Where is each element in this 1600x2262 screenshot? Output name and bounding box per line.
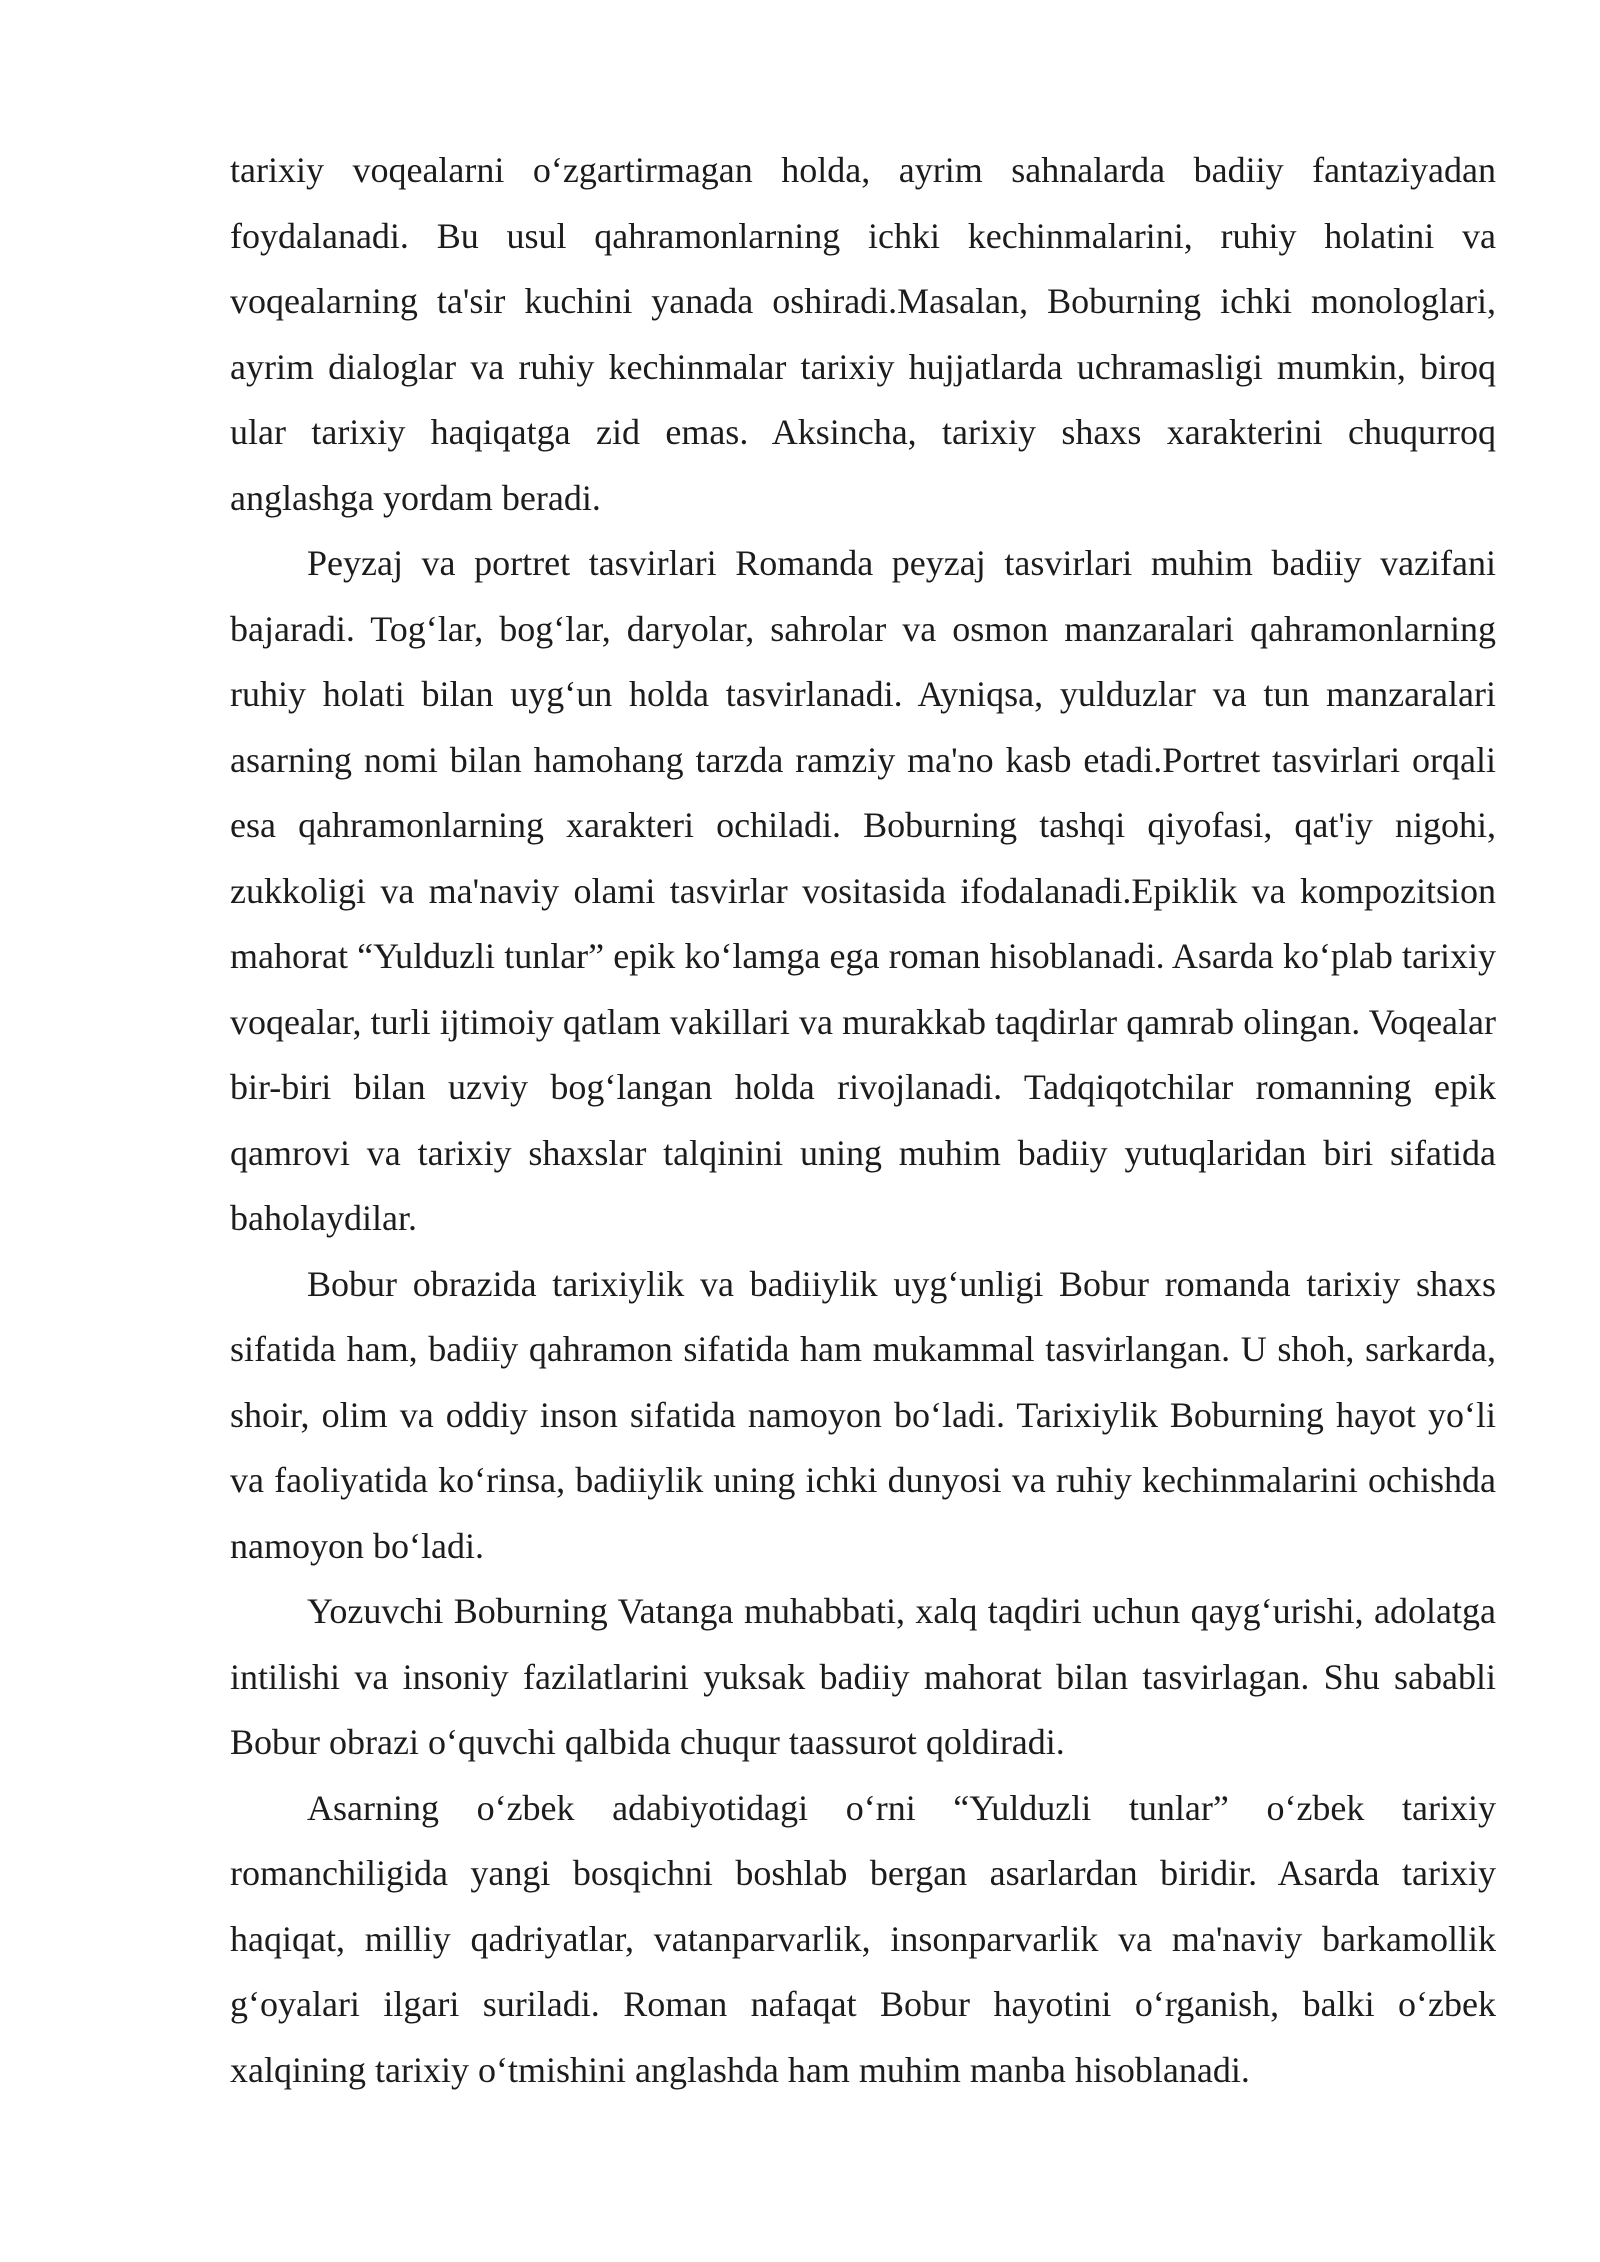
paragraph-3: Bobur obrazida tarixiylik va badiiylik uyg‘unligi Bobur romanda tarixiy shaxs sifatida ham, badiiy qahramon sifatida ham mukammal tasvirlangan. U shoh, sarkarda, shoir, olim va oddiy inson sifatida namoyon bo‘ladi. Tarixiylik Boburning hayot yo‘li va faoliyatida ko‘rinsa, badiiylik uning ichki dunyosi va ruhiy kechinmalarini ochishda namoyon bo‘ladi. <box>230 1263 1496 1566</box>
paragraph-1: tarixiy voqealarni o‘zgartirmagan holda, ayrim sahnalarda badiiy fantaziyadan foydalanadi. Bu usul qahramonlarning ichki kechinmalarini, ruhiy holatini va voqealarning ta'sir kuchini yanada oshiradi.Masalan, Boburning ichki monologlari, ayrim dialoglar va ruhiy kechinmalar tarixiy hujjatlarda uchramasligi mumkin, biroq ular tarixiy haqiqatga zid emas. Aksincha, tarixiy shaxs xarakterini chuqurroq anglashga yordam beradi. <box>230 150 1496 518</box>
paragraph-4: Yozuvchi Boburning Vatanga muhabbati, xalq taqdiri uchun qayg‘urishi, adolatga intilishi va insoniy fazilatlarini yuksak badiiy mahorat bilan tasvirlagan. Shu sababli Bobur obrazi o‘quvchi qalbida chuqur taassurot qoldiradi. <box>230 1591 1496 1762</box>
paragraph-5: Asarning o‘zbek adabiyotidagi o‘rni “Yulduzli tunlar” o‘zbek tarixiy romanchiligida yangi bosqichni boshlab bergan asarlardan biridir. Asarda tarixiy haqiqat, milliy qadriyatlar, vatanparvarlik, insonparvarlik va ma'naviy barkamollik g‘oyalari ilgari suriladi. Roman nafaqat Bobur hayotini o‘rganish, balki o‘zbek xalqining tarixiy o‘tmishini anglashda ham muhim manba hisoblanadi. <box>230 1787 1496 2090</box>
document-page <box>230 138 1496 2103</box>
paragraph-2: Peyzaj va portret tasvirlari Romanda peyzaj tasvirlari muhim badiiy vazifani bajaradi. Tog‘lar, bog‘lar, daryolar, sahrolar va osmon manzaralari qahramonlarning ruhiy holati bilan uyg‘un holda tasvirlanadi. Ayniqsa, yulduzlar va tun manzaralari asarning nomi bilan hamohang tarzda ramziy ma'no kasb etadi.Portret tasvirlari orqali esa qahramonlarning xarakteri ochiladi. Boburning tashqi qiyofasi, qat'iy nigohi, zukkoligi va ma'naviy olami tasvirlar vositasida ifodalanadi.Epiklik va kompozitsion mahorat “Yulduzli tunlar” epik ko‘lamga ega roman hisoblanadi. Asarda ko‘plab tarixiy voqealar, turli ijtimoiy qatlam vakillari va murakkab taqdirlar qamrab olingan. Voqealar bir-biri bilan uzviy bog‘langan holda rivojlanadi. Tadqiqotchilar romanning epik qamrovi va tarixiy shaxslar talqinini uning muhim badiiy yutuqlaridan biri sifatida baholaydilar. <box>230 543 1496 1238</box>
